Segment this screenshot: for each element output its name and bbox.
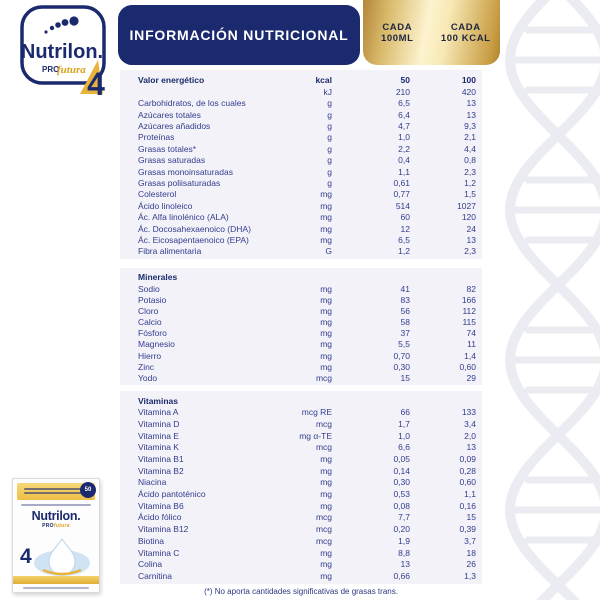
cell-label: Carbohidratos, de los cuales bbox=[138, 98, 246, 109]
table-row bbox=[120, 178, 482, 189]
cell-unit: mg bbox=[320, 212, 332, 223]
table-row bbox=[120, 246, 482, 257]
cell-unit: mg bbox=[320, 234, 332, 245]
cell-label: Azúcares añadidos bbox=[138, 121, 211, 131]
cell-v1: 6,5 bbox=[398, 98, 410, 109]
cell-v2: 13 bbox=[466, 98, 476, 109]
cell-v1: 15 bbox=[400, 373, 410, 384]
cell-unit: mcg bbox=[315, 373, 332, 384]
cell-unit: mcg bbox=[315, 524, 332, 535]
cell-v1: 0,70 bbox=[393, 350, 410, 361]
table-row bbox=[120, 362, 482, 373]
table-row bbox=[120, 143, 482, 154]
cell-unit: mg bbox=[320, 570, 332, 581]
table-row bbox=[120, 212, 482, 223]
table-row bbox=[120, 350, 482, 361]
cell-label: Fósforo bbox=[138, 328, 167, 339]
cell-v1: 4,7 bbox=[398, 121, 410, 131]
cell-unit: g bbox=[327, 143, 332, 154]
cell-v1: 50 bbox=[400, 75, 410, 86]
cell-label: Sodio bbox=[138, 283, 160, 294]
table-row bbox=[120, 373, 482, 384]
cell-v2: 29 bbox=[466, 373, 476, 384]
cell-label: Proteínas bbox=[138, 132, 175, 143]
cell-v2: 82 bbox=[466, 283, 476, 294]
cell-label: Minerales bbox=[138, 272, 178, 283]
cell-v2: 11 bbox=[467, 339, 476, 350]
logo-dots bbox=[44, 16, 78, 33]
cell-label: Vitamina C bbox=[138, 547, 180, 558]
cell-v2: 3,7 bbox=[464, 535, 476, 546]
cell-v1: 0,30 bbox=[393, 477, 410, 488]
cell-v1: 0,53 bbox=[393, 489, 410, 500]
section-vitaminas bbox=[120, 391, 482, 584]
cell-v1: 7,7 bbox=[398, 512, 410, 523]
cell-unit: mg bbox=[320, 305, 332, 316]
table-row bbox=[120, 121, 482, 132]
product-box-subbrand: PROfutura bbox=[42, 523, 70, 529]
column-header-100kcal: CADA 100 KCAL bbox=[440, 21, 491, 44]
cell-label: Niacina bbox=[138, 477, 167, 488]
cell-label: Vitaminas bbox=[138, 395, 179, 406]
cell-v1: 1,1 bbox=[398, 166, 410, 177]
cell-label: Vitamina D bbox=[138, 418, 180, 429]
cell-unit: mg bbox=[320, 350, 332, 361]
table-row bbox=[120, 155, 482, 166]
product-box-gold-strip bbox=[13, 576, 99, 584]
cell-unit: mg bbox=[320, 189, 332, 200]
cell-unit: mcg bbox=[315, 442, 332, 453]
cell-v2: 3,4 bbox=[464, 418, 476, 429]
cell-label: Vitamina E bbox=[138, 430, 179, 441]
milk-splash-graphic bbox=[31, 537, 93, 577]
table-row bbox=[120, 524, 482, 536]
cell-label: Colesterol bbox=[138, 189, 177, 200]
cell-v1: 0,77 bbox=[393, 189, 410, 200]
cell-label: Fibra alimentaria bbox=[138, 246, 202, 257]
table-row bbox=[120, 109, 482, 120]
cell-v2: 0,09 bbox=[459, 454, 476, 465]
cell-v1: 1,0 bbox=[398, 430, 410, 441]
trans-fat-footnote: (*) No aporta cantidades significativas de grasas trans. bbox=[204, 587, 398, 596]
cell-label: Cloro bbox=[138, 305, 159, 316]
cell-label: Ácido linoleico bbox=[138, 200, 193, 211]
cell-label: Grasas poliisaturadas bbox=[138, 177, 221, 188]
cell-v2: 9,3 bbox=[464, 121, 476, 131]
cell-v1: 6,6 bbox=[398, 442, 410, 453]
cell-label: Ác. Eicosapentaenoico (EPA) bbox=[138, 234, 249, 245]
cell-v2: 2,1 bbox=[464, 132, 476, 143]
table-row bbox=[120, 418, 482, 430]
table-row bbox=[120, 407, 482, 419]
table-row bbox=[120, 75, 482, 86]
cell-label: Vitamina B1 bbox=[138, 454, 184, 465]
cell-v1: 0,30 bbox=[393, 361, 410, 372]
cell-v1: 8,8 bbox=[398, 547, 410, 558]
cell-v2: 1,5 bbox=[464, 189, 476, 200]
cell-v1: 6,5 bbox=[398, 234, 410, 245]
table-row bbox=[120, 547, 482, 559]
cell-label: Ác. Docosahexaenoico (DHA) bbox=[138, 223, 251, 234]
table-row bbox=[120, 98, 482, 109]
cell-v2: 420 bbox=[461, 86, 476, 97]
cell-unit: kcal bbox=[315, 75, 332, 86]
cell-unit: g bbox=[327, 132, 332, 143]
product-box-microtext bbox=[21, 504, 91, 506]
cell-label: Vitamina B12 bbox=[138, 524, 189, 535]
cell-unit: mg α-TE bbox=[299, 430, 332, 441]
cell-unit: mcg bbox=[315, 418, 332, 429]
table-row bbox=[120, 500, 482, 512]
cell-v2: 0,16 bbox=[459, 500, 476, 511]
product-box-badge: 50 bbox=[80, 482, 96, 498]
section-minerales bbox=[120, 268, 482, 385]
cell-unit: mcg RE bbox=[301, 407, 332, 418]
cell-v1: 5,5 bbox=[398, 339, 410, 350]
cell-label: Colina bbox=[138, 559, 163, 570]
table-row bbox=[120, 559, 482, 571]
table-row bbox=[120, 272, 482, 283]
cell-v2: 100 bbox=[461, 75, 476, 86]
cell-v2: 13 bbox=[466, 442, 476, 453]
cell-v1: 0,20 bbox=[393, 524, 410, 535]
cell-label: Ácido fólico bbox=[138, 512, 182, 523]
cell-unit: mg bbox=[320, 317, 332, 328]
cell-unit: mg bbox=[320, 559, 332, 570]
cell-v2: 0,8 bbox=[464, 155, 476, 166]
cell-v2: 133 bbox=[461, 407, 476, 418]
cell-label: Biotina bbox=[138, 535, 164, 546]
table-row bbox=[120, 132, 482, 143]
cell-v1: 210 bbox=[395, 86, 410, 97]
cell-unit: mg bbox=[320, 339, 332, 350]
cell-label: Grasas saturadas bbox=[138, 155, 206, 166]
cell-v2: 15 bbox=[466, 512, 476, 523]
cell-v2: 13 bbox=[466, 109, 476, 120]
cell-v1: 1,9 bbox=[398, 535, 410, 546]
cell-unit: g bbox=[327, 155, 332, 166]
cell-label: Ác. Alfa linolénico (ALA) bbox=[138, 212, 229, 223]
table-row bbox=[120, 200, 482, 211]
cell-label: Hierro bbox=[138, 350, 162, 361]
cell-unit: mg bbox=[320, 294, 332, 305]
cell-v1: 2,2 bbox=[398, 143, 410, 154]
cell-unit: mg bbox=[320, 477, 332, 488]
table-row bbox=[120, 395, 482, 407]
cell-unit: kJ bbox=[323, 86, 332, 97]
column-header-block bbox=[363, 0, 500, 65]
table-row bbox=[120, 166, 482, 177]
cell-unit: mg bbox=[320, 283, 332, 294]
cell-v1: 37 bbox=[400, 328, 410, 339]
cell-v2: 112 bbox=[462, 305, 476, 316]
product-box-brand: Nutrilon. bbox=[31, 509, 81, 523]
cell-unit: mg bbox=[320, 200, 332, 211]
cell-label: Ácido pantoténico bbox=[138, 489, 206, 500]
cell-v1: 58 bbox=[400, 317, 410, 328]
cell-v1: 1,0 bbox=[398, 132, 410, 143]
product-box-image bbox=[12, 478, 100, 593]
cell-label: Grasas totales* bbox=[138, 143, 197, 154]
cell-unit: mg bbox=[320, 500, 332, 511]
cell-v1: 1,2 bbox=[398, 246, 410, 257]
table-row bbox=[120, 430, 482, 442]
cell-v1: 0,05 bbox=[393, 454, 410, 465]
cell-unit: mg bbox=[320, 361, 332, 372]
cell-unit: g bbox=[327, 166, 332, 177]
cell-unit: mcg bbox=[315, 535, 332, 546]
cell-unit: g bbox=[327, 98, 332, 109]
cell-v2: 166 bbox=[461, 294, 476, 305]
cell-label: Vitamina K bbox=[138, 442, 179, 453]
cell-label: Calcio bbox=[138, 317, 162, 328]
cell-v2: 1,2 bbox=[464, 177, 476, 188]
cell-v2: 0,39 bbox=[459, 524, 476, 535]
cell-unit: mg bbox=[320, 328, 332, 339]
cell-unit: g bbox=[327, 109, 332, 120]
cell-label: Vitamina B6 bbox=[138, 500, 184, 511]
cell-v1: 1,7 bbox=[398, 418, 410, 429]
cell-v1: 13 bbox=[400, 559, 410, 570]
cell-v1: 0,4 bbox=[398, 155, 410, 166]
table-row bbox=[120, 223, 482, 234]
cell-v2: 2,3 bbox=[464, 166, 476, 177]
table-row bbox=[120, 328, 482, 339]
cell-unit: mg bbox=[320, 547, 332, 558]
cell-v2: 0,60 bbox=[459, 477, 476, 488]
cell-v2: 1,1 bbox=[464, 489, 476, 500]
cell-v2: 115 bbox=[462, 317, 476, 328]
cell-unit: g bbox=[327, 121, 332, 131]
cell-v1: 0,66 bbox=[393, 570, 410, 581]
table-row bbox=[120, 489, 482, 501]
cell-v2: 18 bbox=[466, 547, 476, 558]
cell-v2: 26 bbox=[466, 559, 476, 570]
logo-futura-text: futura bbox=[57, 64, 86, 76]
cell-unit: mg bbox=[320, 489, 332, 500]
logo-pro-text: PRO bbox=[42, 65, 60, 74]
table-row bbox=[120, 189, 482, 200]
cell-v1: 60 bbox=[400, 212, 410, 223]
cell-label: Potasio bbox=[138, 294, 167, 305]
cell-v2: 74 bbox=[466, 328, 476, 339]
cell-v2: 2,0 bbox=[464, 430, 476, 441]
table-row bbox=[120, 570, 482, 582]
table-row bbox=[120, 86, 482, 97]
cell-label: Vitamina B2 bbox=[138, 465, 184, 476]
table-row bbox=[120, 512, 482, 524]
cell-v2: 4,4 bbox=[464, 143, 476, 154]
cell-unit: mg bbox=[320, 465, 332, 476]
cell-label: Yodo bbox=[138, 373, 158, 384]
table-row bbox=[120, 339, 482, 350]
cell-label: Magnesio bbox=[138, 339, 175, 350]
table-row bbox=[120, 442, 482, 454]
cell-v2: 2,3 bbox=[464, 246, 476, 257]
cell-v1: 56 bbox=[400, 305, 410, 316]
cell-label: Grasas monoinsaturadas bbox=[138, 166, 233, 177]
table-row bbox=[120, 283, 482, 294]
table-row bbox=[120, 306, 482, 317]
cell-v1: 12 bbox=[400, 223, 410, 234]
table-row bbox=[120, 453, 482, 465]
cell-unit: G bbox=[325, 246, 332, 257]
cell-v1: 0,08 bbox=[393, 500, 410, 511]
table-row bbox=[120, 317, 482, 328]
cell-v2: 1027 bbox=[457, 200, 476, 211]
cell-v1: 66 bbox=[400, 407, 410, 418]
table-row bbox=[120, 535, 482, 547]
cell-v1: 83 bbox=[400, 294, 410, 305]
table-row bbox=[120, 477, 482, 489]
table-row bbox=[120, 234, 482, 245]
table-row bbox=[120, 294, 482, 305]
cell-unit: g bbox=[327, 177, 332, 188]
cell-v1: 6,4 bbox=[398, 109, 410, 120]
cell-v2: 24 bbox=[466, 223, 476, 234]
cell-v2: 1,4 bbox=[464, 350, 476, 361]
section-valor-energetico bbox=[120, 70, 482, 259]
cell-v1: 0,61 bbox=[393, 177, 410, 188]
cell-label: Zinc bbox=[138, 361, 155, 372]
cell-label: Carnitina bbox=[138, 570, 173, 581]
cell-label: Azúcares totales bbox=[138, 109, 201, 120]
logo-brand-text: Nutrilon. bbox=[20, 41, 104, 63]
table-row bbox=[120, 465, 482, 477]
nutrition-title: INFORMACIÓN NUTRICIONAL bbox=[129, 27, 349, 43]
cell-v2: 120 bbox=[461, 212, 476, 223]
cell-unit: mcg bbox=[315, 512, 332, 523]
cell-label: Vitamina A bbox=[138, 407, 179, 418]
cell-unit: mg bbox=[320, 223, 332, 234]
cell-unit: mg bbox=[320, 454, 332, 465]
cell-label: Valor energético bbox=[138, 75, 205, 86]
column-header-100ml: CADA 100ML bbox=[380, 21, 414, 44]
product-box-stage-number: 4 bbox=[20, 545, 32, 568]
cell-v1: 41 bbox=[400, 283, 410, 294]
cell-v1: 0,14 bbox=[393, 465, 410, 476]
nutrition-title-bar bbox=[118, 5, 360, 65]
logo-stage-number: 4 bbox=[87, 66, 105, 98]
cell-v2: 0,28 bbox=[459, 465, 476, 476]
nutrilon-logo bbox=[6, 2, 118, 98]
cell-v2: 0,60 bbox=[459, 361, 476, 372]
cell-v2: 13 bbox=[466, 234, 476, 245]
cell-v1: 514 bbox=[395, 200, 410, 211]
cell-v2: 1,3 bbox=[464, 570, 476, 581]
